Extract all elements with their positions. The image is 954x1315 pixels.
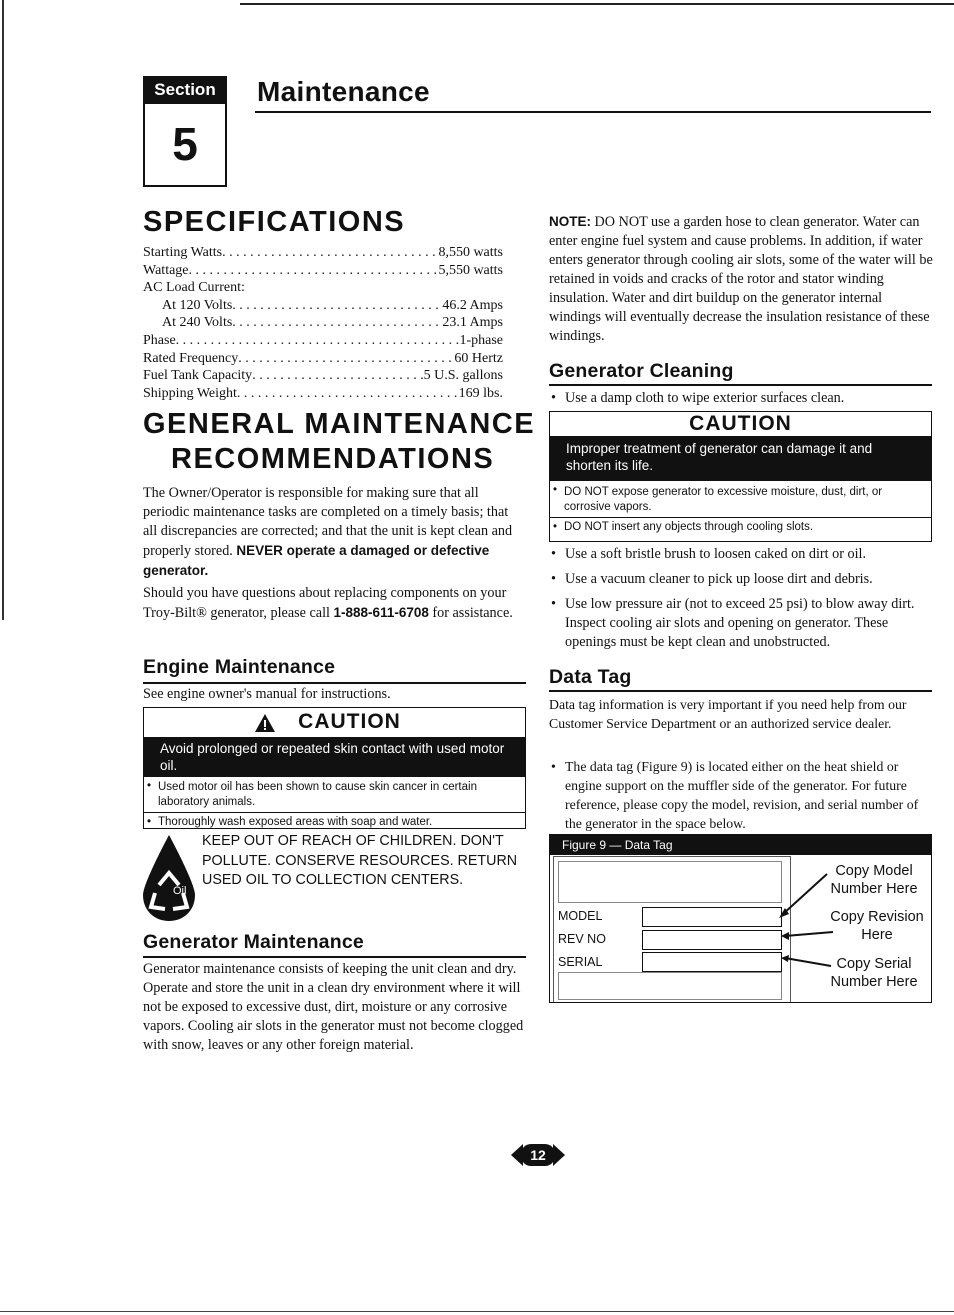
caution-bar: Avoid prolonged or repeated skin contact with used motor oil. [144,737,525,777]
figure-caption: Figure 9 — Data Tag [550,835,931,855]
spec-row: AC Load Current: [143,280,245,296]
caution-heading: CAUTION [689,412,792,435]
section-number: 5 [143,104,227,187]
section-tab: Section [143,76,227,104]
heading-rule [549,690,932,692]
data-tag-plate-top [558,861,782,903]
left-margin-rule [2,0,4,620]
top-rule [240,3,954,5]
list-item: • Use a soft bristle brush to loosen caked on dirt or oil. [549,545,933,564]
spec-row: Rated Frequency . . . 60 Hertz [143,350,503,368]
model-label: MODEL [558,909,603,923]
generator-maintenance-text: Generator maintenance consists of keeping the unit clean and dry. Operate and store the unit in a clean dry environment where it will not be exposed to excessive dust, dirt, moisture or any corrosive vapors. Cooling air slots in the generator must not become clogged with snow, leaves or any other foreign material. [143,961,524,1053]
phone-number: 1-888-611-6708 [333,605,429,620]
recycle-notice: KEEP OUT OF REACH OF CHILDREN. DON'T POLLUTE. CONSERVE RESOURCES. RETURN USED OIL TO COLLECTION CENTERS. [202,833,518,888]
rev-no-field[interactable] [642,930,782,950]
page-title: Maintenance [257,76,430,107]
spec-row: At 120 Volts . . . 46.2 Amps [143,297,503,315]
caution-item: • Thoroughly wash exposed areas with soap and water. [144,812,525,832]
specifications-list [143,244,503,402]
data-tag-bullets [549,757,933,839]
list-item: • Use a vacuum cleaner to pick up loose dirt and debris. [549,570,933,589]
heading-rule [143,956,526,958]
caution-list [550,481,931,537]
warning-triangle-icon [254,713,276,733]
page-number: 12 [530,1147,546,1163]
spec-row: Shipping Weight . . . 169 lbs. [143,385,503,403]
caution-heading: CAUTION [144,708,525,737]
list-item: • Use a damp cloth to wipe exterior surfaces clean. [549,389,933,408]
title-rule [255,111,931,113]
contact-paragraph: Should you have questions about replacing components on your Troy-Bilt® generator, please call 1-888-611-6708 for assistance. [143,585,513,621]
note-paragraph: NOTE: DO NOT use a garden hose to clean generator. Water can enter engine fuel system and cause problems. In addition, if water enters generator through cooling air slots, some of the water will be retained in voids and cracks of the rotor and stator winding insulation. Water and dirt buildup on the generator internal windings will eventually decrease the insulation resistance of these windings. [549,214,933,344]
engine-maintenance-heading: Engine Maintenance [143,656,336,678]
list-item: • Use low pressure air (not to exceed 25 psi) to blow away dirt. Inspect cooling air slots and opening on generator. These openings must be kept clean and unobstructed. [549,595,933,652]
spec-row: At 240 Volts . . . 23.1 Amps [143,314,503,332]
spec-row: Starting Watts . . . 8,550 watts [143,244,503,262]
copy-model-text: Copy Model Number Here [830,863,918,897]
data-tag-plate-bottom [558,972,782,1000]
specifications-heading: SPECIFICATIONS [143,206,406,238]
caution-item: • Used motor oil has been shown to cause skin cancer in certain laboratory animals. [144,777,525,812]
oil-recycle-drop-icon [139,833,199,923]
general-maintenance-paragraph: The Owner/Operator is responsible for making sure that all periodic maintenance tasks are completed on a timely basis; that all discrepancies are corrected; and that the unit is kept clean and properly stored. NEVER operate a damaged or defective generator. [143,485,513,578]
generator-maintenance-heading: Generator Maintenance [143,931,364,953]
engine-caution-box [143,707,526,829]
caution-item: • DO NOT insert any objects through cooling slots. [550,517,931,537]
spec-row: Phase . . . 1-phase [143,332,503,350]
list-item: • The data tag (Figure 9) is located either on the heat shield or engine support on the muffler side of the generator. For future reference, please copy the model, revision, and serial number of the generator in the space below. [549,757,933,833]
serial-field[interactable] [642,952,782,972]
cleaning-caution-box [549,411,932,542]
rev-no-label: REV NO [558,932,606,946]
data-tag-text: Data tag information is very important if you need help from our Customer Service Department or an authorized service dealer. [549,697,907,731]
model-field[interactable] [642,907,782,927]
engine-manual-text: See engine owner's manual for instructions. [143,686,391,702]
generator-cleaning-heading: Generator Cleaning [549,360,734,382]
spec-row: Wattage . . . 5,550 watts [143,262,503,280]
copy-serial-text: Copy Serial Number Here [830,956,918,990]
general-maintenance-heading: GENERAL MAINTENANCE RECOMMENDATIONS [143,408,536,475]
cleaning-tips-list [549,545,933,658]
copy-revision-text: Copy Revision Here [830,909,924,943]
caution-bar: Improper treatment of generator can damage it and shorten its life. [550,436,931,481]
caution-item: • DO NOT expose generator to excessive moisture, dust, dirt, or corrosive vapors. [550,481,931,517]
heading-rule [549,384,932,386]
serial-label: SERIAL [558,955,603,969]
spec-row: Fuel Tank Capacity . . . 5 U.S. gallons [143,367,503,385]
page-number-badge [511,1142,565,1168]
caution-list [144,777,525,832]
oil-label: Oil [173,885,187,897]
data-tag-heading: Data Tag [549,666,632,688]
heading-rule [143,682,526,684]
bottom-rule [0,1311,954,1312]
